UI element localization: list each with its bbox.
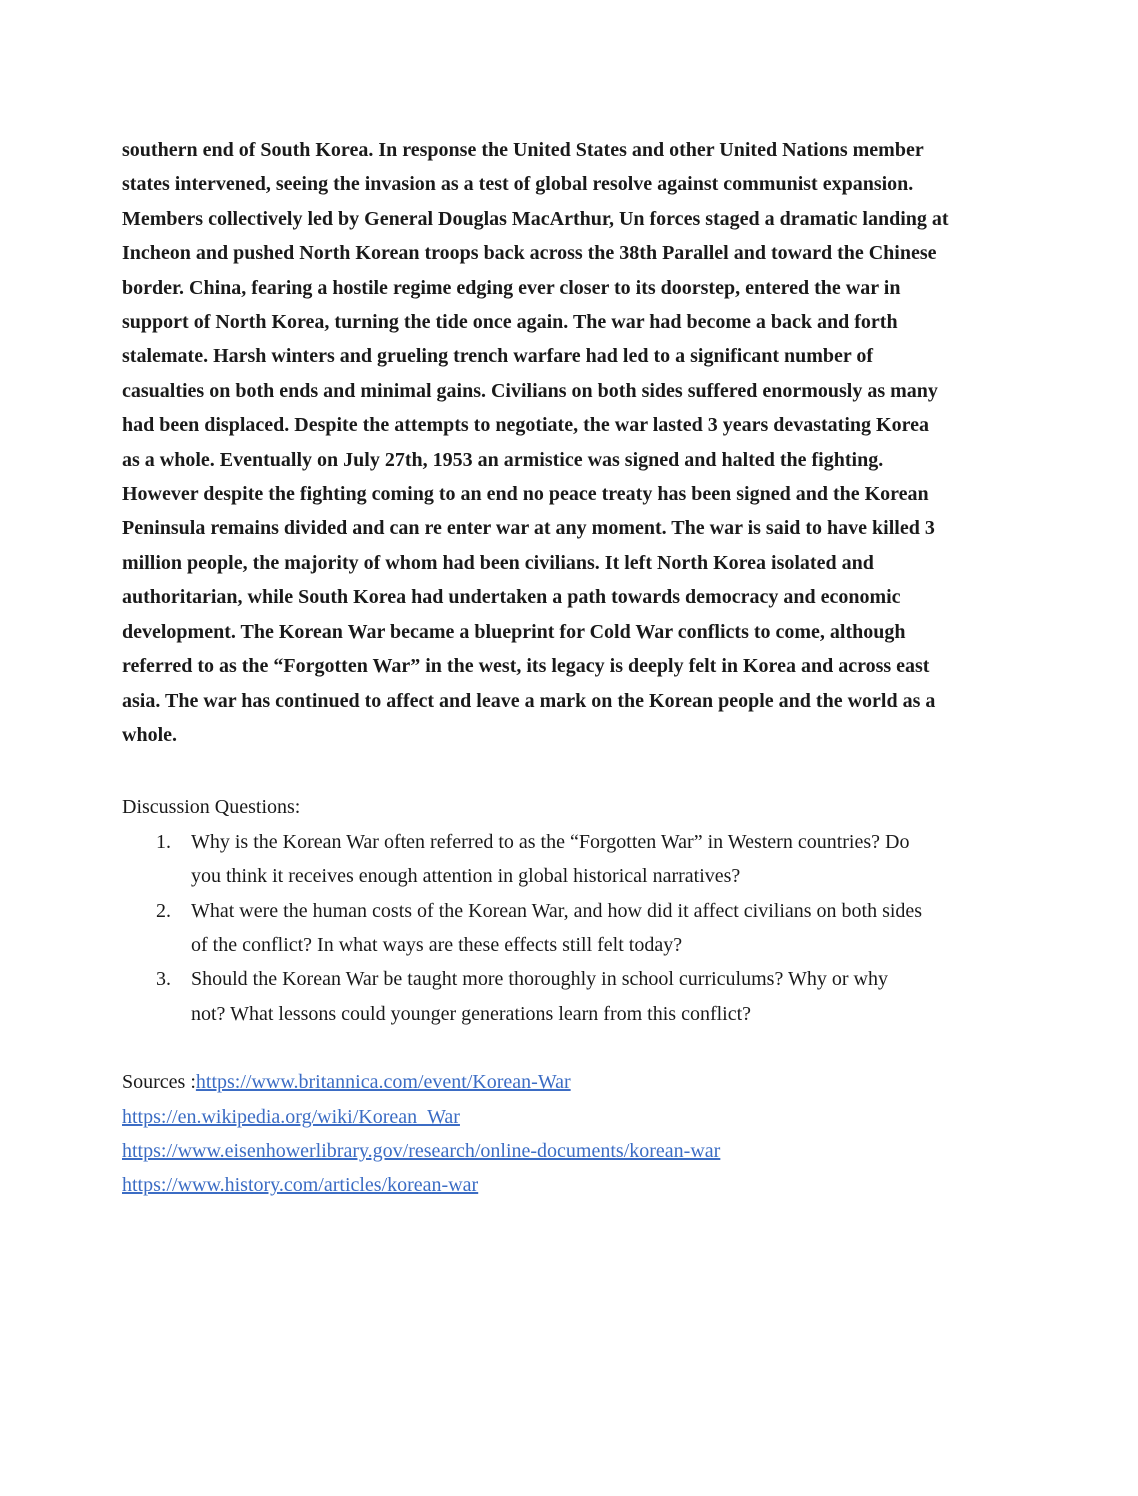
question-item xyxy=(122,962,1022,1031)
source-line xyxy=(122,1134,1022,1168)
source-link-britannica[interactable]: https://www.britannica.com/event/Korean-War xyxy=(195,1071,571,1094)
question-number: 1. xyxy=(156,830,171,853)
source-link-eisenhower-library[interactable]: https://www.eisenhowerlibrary.gov/research/online-documents/korean-war xyxy=(122,1139,721,1162)
sources-label: Sources : xyxy=(122,1071,196,1094)
source-link-wikipedia[interactable]: https://en.wikipedia.org/wiki/Korean_War xyxy=(122,1105,460,1128)
question-number: 2. xyxy=(156,899,171,922)
source-line xyxy=(122,1168,1022,1202)
question-text: Should the Korean War be taught more thoroughly in school curriculums? Why or why not? What lessons could younger generations learn from this conflict? xyxy=(191,968,888,1025)
question-item xyxy=(122,894,1022,963)
source-link-history[interactable]: https://www.history.com/articles/korean-war xyxy=(122,1174,479,1197)
discussion-questions-heading: Discussion Questions: xyxy=(122,796,301,819)
question-number: 3. xyxy=(156,968,171,991)
question-item xyxy=(122,825,1022,894)
question-text: Why is the Korean War often referred to as the “Forgotten War” in Western countries? Do you think it receives enough attention in global historical narratives? xyxy=(191,830,910,888)
document-content xyxy=(122,133,1022,1203)
sources-section xyxy=(122,1065,1022,1203)
sources-first-line xyxy=(122,1065,1022,1099)
body-paragraph: southern end of South Korea. In response the United States and other United Nations member states intervened, seeing the invasion as a test of global resolve against communist expansion. Members collectively led by General Douglas MacArthur, Un forces staged a dramatic landing at Incheon and pushed North Korean troops back across the 38th Parallel and toward the Chinese border. China, fearing a hostile regime edging ever closer to its doorstep, entered the war in support of North Korea, turning the tide once again. The war had become a back and forth stalemate. Harsh winters and grueling trench warfare had led to a significant number of casualties on both ends and minimal gains. Civilians on both sides suffered enormously as many had been displaced. Despite the attempts to negotiate, the war lasted 3 years devastating Korea as a whole. Eventually on July 27th, 1953 an armistice was signed and halted the fighting. However despite the fighting coming to an end no peace treaty has been signed and the Korean Peninsula remains divided and can re enter war at any moment. The war is said to have killed 3 million people, the majority of whom had been civilians. It left North Korea isolated and authoritarian, while South Korea had undertaken a path towards democracy and economic development. The Korean War became a blueprint for Cold War conflicts to come, although referred to as the “Forgotten War” in the west, its legacy is deeply felt in Korea and across east asia. The war has continued to affect and leave a mark on the Korean people and the world as a whole. xyxy=(122,139,949,746)
discussion-questions-list xyxy=(122,825,1022,1031)
source-line xyxy=(122,1100,1022,1134)
question-text: What were the human costs of the Korean War, and how did it affect civilians on both sides of the conflict? In what ways are these effects still felt today? xyxy=(191,899,923,956)
